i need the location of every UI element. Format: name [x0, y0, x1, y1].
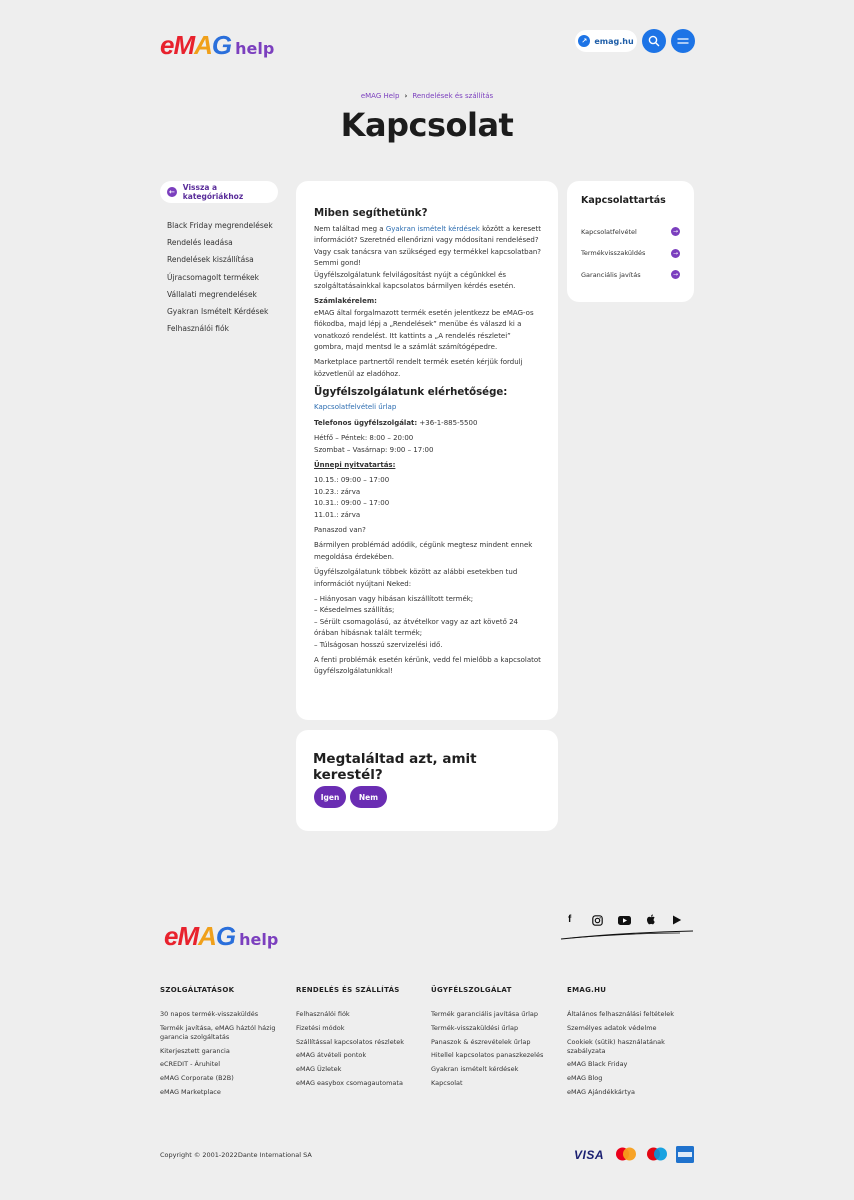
footer-link[interactable]: Személyes adatok védelme	[567, 1023, 657, 1032]
complaint-text: Bármilyen problémád adódik, cégünk megtesz mindent ennek megoldása érdekében.	[314, 541, 533, 561]
footer-link[interactable]: Termék-visszaküldési űrlap	[431, 1023, 519, 1032]
article-card	[296, 181, 558, 720]
footer-link[interactable]: Termék javítása, eMAG háztól házig garancia szolgáltatás	[160, 1023, 276, 1041]
holiday-item: 11.01.: zárva	[314, 510, 361, 519]
footer-link[interactable]: Általános felhasználási feltételek	[567, 1010, 675, 1018]
back-to-categories-button[interactable]	[160, 181, 278, 203]
breadcrumb-section[interactable]: Rendelések és szállítás	[412, 92, 494, 100]
hours-weekend: Szombat – Vasárnap: 9:00 – 17:00	[314, 445, 434, 454]
footer-link[interactable]: eMAG Üzletek	[296, 1065, 342, 1074]
back-label: Vissza a kategóriákhoz	[182, 183, 244, 201]
case-item: – Túlságosan hosszú szervizelési idő.	[314, 640, 443, 649]
search-button[interactable]	[642, 29, 666, 53]
support-info-text: Ügyfélszolgálatunk felvilágosítást nyújt a cégünkkel és szolgáltatásainkkal kapcsolatos bármilyen kérdés esetén.	[314, 270, 516, 291]
holiday-item: 10.15.: 09:00 – 17:00	[314, 476, 390, 485]
contact-form-link[interactable]: Kapcsolatfelvételi űrlap	[314, 403, 397, 412]
footer-column-emag	[567, 986, 694, 1102]
invoice-title: Számlakérelem:	[314, 297, 377, 306]
complaint-question: Panaszod van?	[314, 525, 366, 534]
case-item: – Késedelmes szállítás;	[314, 606, 395, 615]
help-heading: Miben segíthetünk?	[314, 208, 428, 219]
footer-link[interactable]: eMAG Black Friday	[567, 1060, 628, 1069]
footer-link[interactable]: Felhasználói fiók	[296, 1010, 350, 1018]
contact-sidebar-title: Kapcsolattartás	[581, 195, 666, 206]
category-list	[167, 221, 273, 341]
intro-paragraph	[314, 224, 542, 258]
contact-heading: Ügyfélszolgálatunk elérhetősége:	[314, 387, 508, 399]
faq-link[interactable]: Gyakran ismételt kérdések	[385, 225, 480, 233]
footer-link[interactable]: eMAG Corporate (B2B)	[160, 1074, 234, 1083]
category-item[interactable]: Rendelések kiszállítása	[167, 255, 254, 265]
holiday-title: Ünnepi nyitvatartás:	[314, 460, 396, 469]
footer-link[interactable]: Fizetési módok	[296, 1023, 345, 1032]
feedback-yes-button[interactable]: Igen	[314, 786, 346, 808]
search-icon	[648, 35, 660, 47]
phone-number[interactable]: +36-1-885-5500	[417, 418, 478, 427]
feedback-no-button[interactable]: Nem	[350, 786, 387, 808]
maestro-icon	[646, 1147, 668, 1162]
emag-site-label: emag.hu	[594, 36, 634, 46]
contact-sidebar-item[interactable]	[581, 221, 680, 243]
footer-column-title: ÜGYFÉLSZOLGÁLAT	[431, 986, 512, 994]
emag-site-link[interactable]	[575, 30, 637, 52]
amex-icon	[676, 1146, 694, 1163]
logo-emag-text: eMAG	[160, 30, 232, 60]
feedback-card	[296, 730, 558, 831]
footer-link[interactable]: Termék garanciális javítása űrlap	[431, 1010, 539, 1018]
category-item[interactable]: Vállalati megrendelések	[167, 289, 257, 299]
intro-text-post: között a keresett információt? Szeretnéd ellenőrizni vagy módosítani rendelésed? Vagy csak tanácsra van szükséged egy termékkel kapcsolatban?	[314, 225, 542, 256]
footer-column-title: EMAG.HU	[567, 986, 607, 994]
invoice-text: eMAG által forgalmazott termék esetén jelentkezz be eMAG-os fiókodba, majd lépj a „Rendelések” menübe és válaszd ki a vonatkozó rendelést. Itt kattints a „A rendelés részletei” gombra, majd mentsd le a számlát számítógépedre.	[314, 308, 534, 352]
arrow-right-icon: →	[672, 271, 679, 279]
no-problem-text: Semmi gond!	[314, 259, 361, 268]
footer-column-orders	[296, 986, 431, 1093]
category-item[interactable]: Gyakran Ismételt Kérdések	[167, 306, 269, 316]
contact-sidebar-item[interactable]	[581, 243, 680, 265]
footer-link[interactable]: eMAG Blog	[567, 1074, 603, 1083]
closing-text: A fenti problémák esetén kérünk, vedd fel mielőbb a kapcsolatot ügyfélszolgálatunkkal!	[314, 656, 541, 676]
holiday-item: 10.23.: zárva	[314, 487, 361, 496]
apple-icon[interactable]	[646, 914, 656, 925]
copyright-text: Copyright © 2001-2022Dante International SA	[160, 1151, 312, 1159]
footer-link[interactable]: eMAG Ajándékkártya	[567, 1087, 635, 1096]
case-item: – Hiányosan vagy hibásan kiszállított termék;	[314, 594, 474, 603]
contact-sidebar-card	[567, 181, 694, 302]
instagram-icon[interactable]	[592, 915, 603, 926]
footer-link[interactable]: Kapcsolat	[431, 1078, 463, 1087]
menu-button[interactable]	[671, 29, 695, 53]
breadcrumb-home[interactable]: eMAG Help	[360, 92, 400, 100]
youtube-icon[interactable]	[618, 916, 631, 925]
footer-link[interactable]: eCREDIT - Áruhitel	[160, 1060, 221, 1069]
page-title: Kapcsolat	[340, 106, 514, 144]
facebook-icon[interactable]: f	[568, 914, 572, 925]
contact-sidebar-item[interactable]	[581, 264, 680, 286]
footer-link[interactable]: Cookiek (sütik) használatának szabályzata	[567, 1037, 665, 1055]
cases-intro: Ügyfélszolgálatunk többek között az alábbi esetekben tud információt nyújtani Neked:	[314, 568, 518, 588]
marketplace-text: Marketplace partnertől rendelt termék esetén kérjük fordulj közvetlenül az eladóhoz.	[314, 358, 523, 378]
category-item[interactable]: Felhasználói fiók	[167, 324, 229, 334]
footer-column-support	[431, 986, 566, 1093]
footer-link[interactable]: 30 napos termék-visszaküldés	[160, 1010, 259, 1018]
case-item: – Sérült csomagolású, az átvételkor vagy az azt követő 24 órában hibásnak talált termék;	[314, 617, 519, 638]
emag-help-logo[interactable]	[160, 30, 274, 61]
holiday-item: 10.31.: 09:00 – 17:00	[314, 499, 390, 508]
visa-logo: VISA	[574, 1148, 605, 1162]
feedback-question: Megtaláltad azt, amit kerestél?	[313, 751, 477, 783]
category-item[interactable]: Újracsomagolt termékek	[167, 272, 259, 282]
contact-sidebar-label: Termékvisszaküldés	[581, 249, 646, 258]
footer-link[interactable]: Gyakran ismételt kérdések	[431, 1065, 519, 1074]
category-item[interactable]: Black Friday megrendelések	[167, 221, 273, 230]
footer-link[interactable]: Hitellel kapcsolatos panaszkezelés	[431, 1051, 544, 1060]
google-play-icon[interactable]	[672, 915, 682, 925]
footer-logo-help: help	[239, 930, 279, 949]
intro-text-pre: Nem találtad meg a	[314, 225, 386, 233]
footer-link[interactable]: eMAG átvételi pontok	[296, 1051, 367, 1060]
arrow-left-icon: ←	[168, 188, 175, 196]
footer-logo[interactable]	[164, 921, 278, 952]
breadcrumb	[0, 92, 854, 100]
footer-column-services	[160, 986, 295, 1102]
footer-logo-emag-text: eMAG	[164, 921, 236, 951]
arrow-right-icon: →	[672, 249, 679, 257]
breadcrumb-chevron-icon: ›	[404, 92, 408, 100]
footer-column-title: SZOLGÁLTATÁSOK	[160, 986, 235, 994]
hours-weekday: Hétfő – Péntek: 8:00 – 20:00	[314, 434, 414, 443]
payment-methods	[570, 1146, 696, 1166]
footer-link[interactable]: eMAG Marketplace	[160, 1087, 221, 1096]
hamburger-icon	[677, 36, 689, 46]
category-item[interactable]: Rendelés leadása	[167, 238, 233, 248]
phone-line	[314, 418, 542, 429]
phone-label: Telefonos ügyfélszolgálat:	[314, 418, 418, 427]
logo-help-text: help	[235, 39, 275, 58]
footer-link[interactable]: Kiterjesztett garancia	[160, 1046, 230, 1055]
decorative-underline	[560, 929, 695, 941]
contact-sidebar-label: Garanciális javítás	[581, 270, 641, 279]
contact-sidebar-label: Kapcsolatfelvétel	[581, 227, 637, 236]
footer-column-title: RENDELÉS ÉS SZÁLLÍTÁS	[296, 986, 400, 994]
footer-link[interactable]: Panaszok & észrevételek űrlap	[431, 1037, 531, 1046]
footer-link[interactable]: Szállítással kapcsolatos részletek	[296, 1037, 405, 1046]
external-link-icon: ↗	[578, 35, 590, 47]
social-links	[560, 912, 695, 942]
footer-link[interactable]: eMAG easybox csomagautomata	[296, 1078, 403, 1087]
mastercard-icon	[615, 1147, 637, 1162]
arrow-right-icon: →	[672, 228, 679, 236]
